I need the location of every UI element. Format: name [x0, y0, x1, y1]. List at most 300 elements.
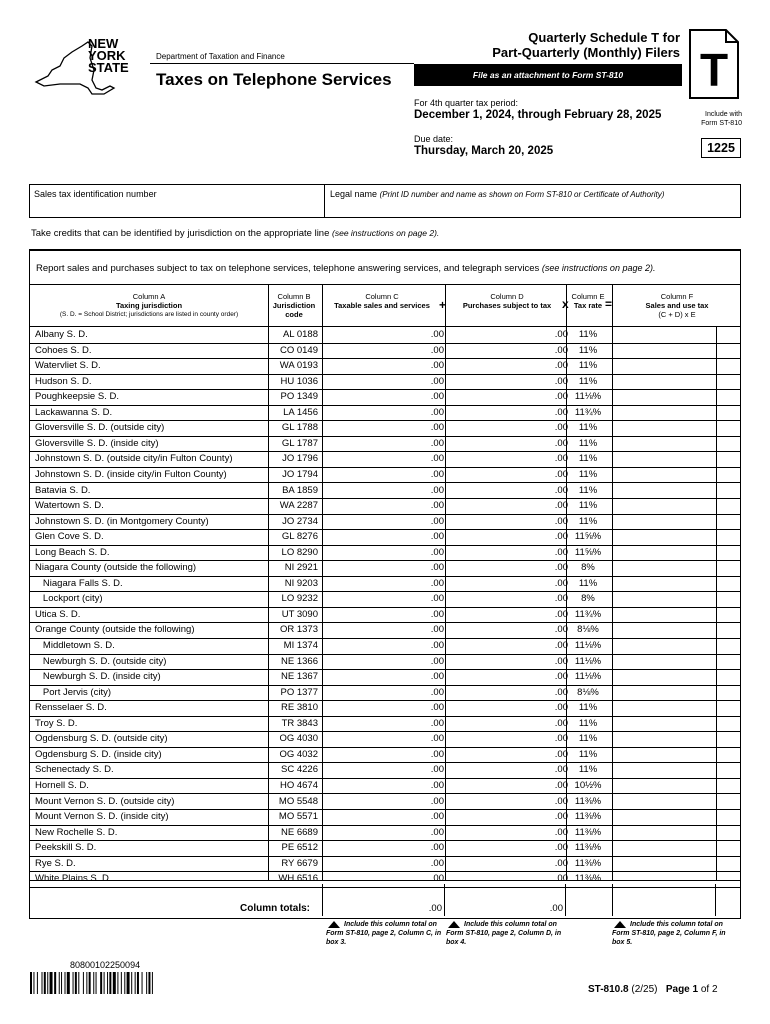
jurisdiction-name: Mount Vernon S. D. (outside city)	[35, 795, 175, 807]
sales-use-tax-input[interactable]	[613, 841, 716, 856]
note-column-f: Include this column total on Form ST-810, page 2, Column F, in box 5.	[612, 921, 726, 946]
barcode-bar	[117, 972, 118, 994]
purchases-input[interactable]: .00	[554, 748, 568, 760]
tax-rate: 11⅜%	[574, 873, 602, 885]
table-row	[30, 546, 740, 562]
purchases-input[interactable]: .00	[554, 779, 568, 791]
identification-box	[29, 184, 741, 218]
sales-use-tax-input[interactable]	[613, 748, 716, 763]
table-row	[30, 623, 740, 639]
taxable-sales-input[interactable]: .00	[430, 391, 444, 403]
purchases-input[interactable]: .00	[554, 468, 568, 480]
tax-rate: 11⅛%	[574, 671, 602, 683]
purchases-input[interactable]: .00	[554, 733, 568, 745]
purchases-input[interactable]: .00	[554, 655, 568, 667]
purchases-input[interactable]: .00	[554, 811, 568, 823]
jurisdiction-code: OG 4032	[279, 748, 318, 760]
form-identifier	[588, 984, 718, 995]
taxable-sales-input[interactable]: .00	[430, 702, 444, 714]
sales-use-tax-input[interactable]	[613, 623, 716, 638]
purchases-input[interactable]: .00	[554, 422, 568, 434]
sales-use-tax-input[interactable]	[613, 577, 716, 592]
jurisdiction-code: JO 1796	[282, 453, 318, 465]
barcode-bar	[121, 972, 122, 994]
barcode-bar	[96, 972, 97, 994]
schedule-title	[492, 30, 680, 60]
taxable-sales-input[interactable]: .00	[430, 546, 444, 558]
jurisdiction-code: OR 1373	[279, 624, 318, 636]
tax-rate: 8%	[581, 562, 595, 574]
table-row	[30, 468, 740, 484]
table-row	[30, 655, 740, 671]
sales-use-tax-input[interactable]	[613, 608, 716, 623]
jurisdiction-code: LA 1456	[283, 406, 318, 418]
tax-rate: 11%	[578, 329, 598, 340]
purchases-input[interactable]: .00	[554, 329, 568, 340]
sales-use-tax-input[interactable]	[613, 826, 716, 841]
barcode-bar	[50, 972, 53, 994]
jurisdiction-name: Cohoes S. D.	[35, 344, 92, 356]
purchases-input[interactable]: .00	[554, 795, 568, 807]
table-row	[30, 530, 740, 546]
jurisdiction-name: Poughkeepsie S. D.	[35, 391, 119, 403]
table-row	[30, 748, 740, 764]
tax-rate: 11⅛%	[574, 391, 602, 403]
tax-rate: 11%	[578, 500, 598, 512]
barcode-bar	[109, 972, 111, 994]
sales-use-tax-input[interactable]	[613, 375, 716, 390]
new-york-state-logo-text	[88, 38, 129, 74]
sales-use-tax-input[interactable]	[613, 857, 716, 872]
tax-rate: 11%	[578, 344, 598, 356]
jurisdiction-code: OG 4030	[279, 733, 318, 745]
sales-use-tax-input[interactable]	[613, 763, 716, 778]
attachment-banner: File as an attachment to Form ST-810	[414, 64, 682, 86]
jurisdiction-code: PE 6512	[281, 842, 318, 854]
table-row	[30, 701, 740, 717]
tax-rate: 11%	[578, 375, 598, 387]
taxable-sales-input[interactable]: .00	[430, 842, 444, 854]
taxable-sales-input[interactable]: .00	[430, 655, 444, 667]
taxable-sales-input[interactable]: .00	[430, 375, 444, 387]
jurisdiction-code: NE 6689	[281, 826, 318, 838]
schedule-letter: T	[699, 44, 729, 96]
jurisdiction-name: White Plains S. D.	[35, 873, 112, 885]
legal-name-field[interactable]	[330, 189, 664, 199]
barcode-bar	[30, 972, 32, 994]
tax-rate: 11⅜%	[574, 826, 602, 838]
jurisdiction-code: RE 3810	[281, 702, 318, 714]
table-row	[30, 515, 740, 531]
tax-rate: 11¾%	[574, 608, 602, 620]
jurisdiction-name: Troy S. D.	[35, 717, 78, 729]
jurisdiction-name: Peekskill S. D.	[35, 842, 97, 854]
table-row	[30, 592, 740, 608]
sales-use-tax-input[interactable]	[613, 670, 716, 685]
jurisdiction-name: Ogdensburg S. D. (outside city)	[35, 733, 168, 745]
sales-use-tax-input[interactable]	[613, 701, 716, 716]
barcode-bar	[131, 972, 132, 994]
jurisdiction-code: MI 1374	[283, 640, 318, 651]
tax-rate: 8⅛%	[577, 686, 599, 698]
form-id: ST-810.8	[588, 984, 629, 995]
jurisdiction-code: BA 1859	[282, 484, 318, 496]
taxable-sales-input[interactable]: .00	[430, 422, 444, 434]
taxable-sales-input[interactable]: .00	[430, 717, 444, 729]
jurisdiction-name: Long Beach S. D.	[35, 546, 110, 558]
column-f-header: Column F Sales and use tax (C + D) x E	[645, 292, 709, 319]
tax-rate: 11%	[578, 733, 598, 745]
taxable-sales-input[interactable]: .00	[430, 577, 444, 589]
jurisdiction-name: Hudson S. D.	[35, 375, 92, 387]
taxable-sales-input[interactable]: .00	[430, 453, 444, 465]
jurisdiction-code: NE 1367	[281, 671, 318, 683]
jurisdiction-code: RY 6679	[281, 857, 318, 869]
jurisdiction-code: WH 6516	[278, 873, 318, 885]
sales-use-tax-input[interactable]	[613, 390, 716, 405]
purchases-input[interactable]: .00	[554, 360, 568, 372]
barcode-bar	[37, 972, 38, 994]
barcode-bar	[142, 972, 143, 994]
taxable-sales-input[interactable]: .00	[430, 562, 444, 574]
sales-use-tax-input[interactable]	[613, 639, 716, 654]
barcode-bar	[137, 972, 139, 994]
tax-rate: 11%	[578, 764, 598, 776]
tax-rate: 11⅜%	[574, 795, 602, 807]
tax-rate: 11%	[578, 484, 598, 496]
barcode-bar	[33, 972, 34, 994]
page-number: 1	[692, 984, 699, 995]
table-row	[30, 375, 740, 391]
due-date-label: Due date:	[414, 134, 454, 144]
table-row	[30, 452, 740, 468]
jurisdiction-name: Johnstown S. D. (outside city/in Fulton County)	[35, 453, 233, 465]
purchases-input[interactable]: .00	[554, 531, 568, 543]
sales-use-tax-input[interactable]	[613, 328, 716, 343]
column-b-header: Column B Jurisdiction code	[272, 292, 316, 319]
tax-rate: 11%	[578, 468, 598, 480]
page-word: Page	[665, 984, 690, 995]
jurisdiction-name: Ogdensburg S. D. (inside city)	[35, 748, 162, 760]
table-row	[30, 857, 740, 873]
legal-name-hint: (Print ID number and name as shown on Form ST-810 or Certificate of Authority)	[379, 190, 665, 199]
barcode-bar	[152, 972, 153, 994]
taxable-sales-input[interactable]: .00	[430, 468, 444, 480]
purchases-input[interactable]: .00	[554, 391, 568, 403]
jurisdiction-name: Gloversville S. D. (outside city)	[35, 422, 165, 434]
taxable-sales-input[interactable]: .00	[430, 686, 444, 698]
jurisdiction-code: GL 1788	[281, 422, 318, 434]
sales-use-tax-input[interactable]	[613, 359, 716, 374]
tax-rate: 11⅛%	[574, 640, 602, 651]
jurisdiction-name: Port Jervis (city)	[35, 686, 112, 698]
form-code-box: 1225	[701, 138, 741, 158]
sales-use-tax-input[interactable]	[613, 499, 716, 514]
table-row	[30, 639, 740, 655]
jurisdiction-code: TR 3843	[281, 717, 318, 729]
taxable-sales-input[interactable]: .00	[430, 437, 444, 449]
tax-rate: 11%	[578, 515, 598, 527]
purchases-input[interactable]: .00	[554, 873, 568, 885]
jurisdiction-code: PO 1349	[280, 391, 318, 403]
taxable-sales-input[interactable]: .00	[430, 484, 444, 496]
taxable-sales-input[interactable]: .00	[430, 779, 444, 791]
jurisdiction-code: GL 8276	[281, 531, 318, 543]
table-row	[30, 421, 740, 437]
purchases-input[interactable]: .00	[554, 593, 568, 605]
sales-use-tax-input[interactable]	[613, 406, 716, 421]
sales-tax-id-field[interactable]: Sales tax identification number	[34, 189, 157, 199]
purchases-input[interactable]: .00	[554, 608, 568, 620]
table-row	[30, 732, 740, 748]
report-instruction	[36, 263, 655, 274]
table-row	[30, 779, 740, 795]
purchases-input[interactable]: .00	[554, 624, 568, 636]
jurisdiction-code: NE 1366	[281, 655, 318, 667]
sales-use-tax-input[interactable]	[613, 515, 716, 530]
barcode-bar	[73, 972, 74, 994]
period-value: December 1, 2024, through February 28, 2025	[414, 109, 662, 121]
taxable-sales-input[interactable]: .00	[430, 500, 444, 512]
purchases-input[interactable]: .00	[554, 702, 568, 714]
purchases-input[interactable]: .00	[554, 640, 568, 651]
barcode-bar	[124, 972, 125, 994]
jurisdiction-name: Albany S. D.	[35, 329, 88, 340]
purchases-input[interactable]: .00	[554, 546, 568, 558]
taxable-sales-input[interactable]: .00	[430, 671, 444, 683]
jurisdiction-name: Johnstown S. D. (in Montgomery County)	[35, 515, 209, 527]
jurisdiction-code: WA 0193	[279, 360, 318, 372]
sales-use-tax-input[interactable]	[613, 530, 716, 545]
taxable-sales-input[interactable]: .00	[430, 624, 444, 636]
purchases-input[interactable]: .00	[554, 375, 568, 387]
credits-hint: (see instructions on page 2).	[332, 228, 440, 238]
total-f-field[interactable]	[612, 884, 716, 916]
taxable-sales-input[interactable]: .00	[430, 329, 444, 340]
purchases-input[interactable]: .00	[554, 842, 568, 854]
jurisdiction-code: LO 9232	[281, 593, 318, 605]
sales-use-tax-input[interactable]	[613, 717, 716, 732]
taxable-sales-input[interactable]: .00	[430, 826, 444, 838]
purchases-input[interactable]: .00	[554, 826, 568, 838]
barcode-bar	[135, 972, 136, 994]
jurisdiction-code: CO 0149	[279, 344, 318, 356]
purchases-input[interactable]: .00	[554, 577, 568, 589]
jurisdiction-name: Hornell S. D.	[35, 779, 89, 791]
table-row	[30, 763, 740, 779]
sales-use-tax-input[interactable]	[613, 686, 716, 701]
sales-use-tax-input[interactable]	[613, 810, 716, 825]
jurisdiction-code: MO 5548	[278, 795, 318, 807]
purchases-input[interactable]: .00	[554, 857, 568, 869]
tax-rate: 11%	[578, 360, 598, 372]
jurisdiction-name: Mount Vernon S. D. (inside city)	[35, 811, 169, 823]
jurisdiction-name: Watertown S. D.	[35, 500, 104, 512]
barcode-bar	[42, 972, 43, 994]
jurisdiction-name: Niagara Falls S. D.	[35, 577, 123, 589]
header-divider	[150, 63, 414, 64]
times-operator: x	[562, 297, 569, 311]
barcode-bar	[127, 972, 130, 994]
purchases-input[interactable]: .00	[554, 764, 568, 776]
column-d-header: Column D Purchases subject to tax	[462, 292, 552, 310]
schedule-t-icon	[688, 28, 740, 100]
logo-line-3: STATE	[88, 60, 129, 75]
jurisdiction-name: Schenectady S. D.	[35, 764, 114, 776]
jurisdiction-name: Rye S. D.	[35, 857, 76, 869]
tax-rate: 11⅜%	[574, 842, 602, 854]
jurisdiction-name: Orange County (outside the following)	[35, 624, 195, 636]
jurisdiction-name: New Rochelle S. D.	[35, 826, 118, 838]
table-row	[30, 717, 740, 733]
legal-name-label: Legal name	[330, 189, 378, 199]
table-row	[30, 344, 740, 360]
purchases-input[interactable]: .00	[554, 515, 568, 527]
tax-rate: 11%	[578, 717, 598, 729]
purchases-input[interactable]: .00	[554, 344, 568, 356]
sales-use-tax-input[interactable]	[613, 468, 716, 483]
column-c-header: Column C Taxable sales and services	[334, 292, 430, 310]
due-date-value: Thursday, March 20, 2025	[414, 145, 554, 157]
purchases-input[interactable]: .00	[554, 671, 568, 683]
barcode-bar	[67, 972, 70, 994]
jurisdiction-name: Lockport (city)	[35, 593, 103, 605]
table-row	[30, 437, 740, 453]
sales-use-tax-input[interactable]	[613, 592, 716, 607]
tax-rate: 11%	[578, 702, 598, 714]
purchases-input[interactable]: .00	[554, 484, 568, 496]
taxable-sales-input[interactable]: .00	[430, 640, 444, 651]
table-row	[30, 686, 740, 702]
table-row	[30, 328, 740, 344]
taxable-sales-input[interactable]: .00	[430, 360, 444, 372]
jurisdiction-code: PO 1377	[280, 686, 318, 698]
tax-rate: 11%	[578, 577, 598, 589]
tax-rate: 8%	[581, 593, 595, 605]
sales-use-tax-input[interactable]	[613, 655, 716, 670]
taxable-sales-input[interactable]: .00	[430, 873, 444, 885]
taxable-sales-input[interactable]: .00	[430, 811, 444, 823]
sales-use-tax-input[interactable]	[613, 546, 716, 561]
jurisdiction-name: Middletown S. D.	[35, 640, 115, 651]
table-row	[30, 795, 740, 811]
tax-rate: 11⅝%	[574, 531, 602, 543]
taxable-sales-input[interactable]: .00	[430, 857, 444, 869]
sales-use-tax-input[interactable]	[613, 484, 716, 499]
sales-use-tax-input[interactable]	[613, 452, 716, 467]
table-row	[30, 670, 740, 686]
tax-rate: 11%	[578, 748, 598, 760]
jurisdiction-code: WA 2287	[279, 500, 318, 512]
purchases-input[interactable]: .00	[554, 500, 568, 512]
barcode-image	[30, 972, 202, 994]
plus-operator: +	[439, 298, 447, 312]
schedule-title-line-2: Part-Quarterly (Monthly) Filers	[492, 45, 680, 60]
jurisdiction-code: AL 0188	[282, 329, 318, 340]
barcode-bar	[65, 972, 66, 994]
table-row	[30, 810, 740, 826]
taxable-sales-input[interactable]: .00	[430, 593, 444, 605]
credits-instruction	[31, 228, 439, 239]
barcode-bar	[44, 972, 46, 994]
sales-use-tax-input[interactable]	[613, 732, 716, 747]
jurisdiction-name: Utica S. D.	[35, 608, 81, 620]
taxable-sales-input[interactable]: .00	[430, 748, 444, 760]
tax-rate: 11⅝%	[574, 546, 602, 558]
tax-rate: 10½%	[574, 779, 602, 791]
purchases-input[interactable]: .00	[554, 437, 568, 449]
sales-use-tax-input[interactable]	[613, 437, 716, 452]
sales-use-tax-input[interactable]	[613, 779, 716, 794]
taxable-sales-input[interactable]: .00	[430, 406, 444, 418]
barcode-bar	[93, 972, 94, 994]
barcode-bar	[148, 972, 150, 994]
table-row	[30, 484, 740, 500]
tax-rate: 11⅜%	[574, 857, 602, 869]
jurisdiction-code: HO 4674	[279, 779, 318, 791]
tax-rate: 11⅜%	[574, 811, 602, 823]
table-row	[30, 359, 740, 375]
report-hint: (see instructions on page 2).	[541, 263, 656, 273]
purchases-input[interactable]: .00	[554, 453, 568, 465]
sales-use-tax-input[interactable]	[613, 421, 716, 436]
sales-use-tax-input[interactable]	[613, 561, 716, 576]
jurisdiction-name: Newburgh S. D. (outside city)	[35, 655, 167, 667]
equals-operator: =	[605, 297, 613, 311]
sales-use-tax-input[interactable]	[613, 344, 716, 359]
jurisdiction-code: MO 5571	[278, 811, 318, 823]
page-of: of 2	[700, 984, 718, 995]
taxable-sales-input[interactable]: .00	[430, 515, 444, 527]
tax-rate: 11⅛%	[574, 655, 602, 667]
taxable-sales-input[interactable]: .00	[430, 733, 444, 745]
taxable-sales-input[interactable]: .00	[430, 344, 444, 356]
credits-text: Take credits that can be identified by jurisdiction on the appropriate line	[31, 228, 330, 239]
jurisdiction-name: Glen Cove S. D.	[35, 531, 104, 543]
barcode-bar	[100, 972, 102, 994]
report-text: Report sales and purchases subject to tax on telephone services, telephone answering services, and telegraph services	[36, 263, 540, 274]
purchases-input[interactable]: .00	[554, 562, 568, 574]
tax-rate: 11%	[578, 422, 598, 434]
jurisdiction-code: UT 3090	[281, 608, 318, 620]
barcode-bar	[78, 972, 79, 994]
taxable-sales-input[interactable]: .00	[430, 764, 444, 776]
barcode-bar	[113, 972, 116, 994]
taxable-sales-input[interactable]: .00	[430, 608, 444, 620]
department-name: Department of Taxation and Finance	[156, 52, 285, 61]
taxable-sales-input[interactable]: .00	[430, 531, 444, 543]
form-title: Taxes on Telephone Services	[156, 70, 392, 89]
barcode-bar	[146, 972, 147, 994]
jurisdiction-code: NI 9203	[284, 577, 318, 589]
jurisdiction-name: Batavia S. D.	[35, 484, 91, 496]
jurisdiction-code: LO 8290	[281, 546, 318, 558]
table-row	[30, 841, 740, 857]
jurisdiction-name: Niagara County (outside the following)	[35, 562, 197, 574]
column-e-header: Column E Tax rate	[571, 292, 605, 310]
barcode-bar	[75, 972, 77, 994]
form-revision: (2/25)	[631, 984, 658, 995]
purchases-input[interactable]: .00	[554, 406, 568, 418]
logo-line-1: NEW	[88, 36, 119, 51]
sales-use-tax-input[interactable]	[613, 795, 716, 810]
total-c-value: .00	[428, 903, 442, 914]
purchases-input[interactable]: .00	[554, 717, 568, 729]
purchases-input[interactable]: .00	[554, 686, 568, 698]
jurisdiction-name: Newburgh S. D. (inside city)	[35, 671, 161, 683]
period-label: For 4th quarter tax period:	[414, 98, 519, 108]
taxable-sales-input[interactable]: .00	[430, 795, 444, 807]
